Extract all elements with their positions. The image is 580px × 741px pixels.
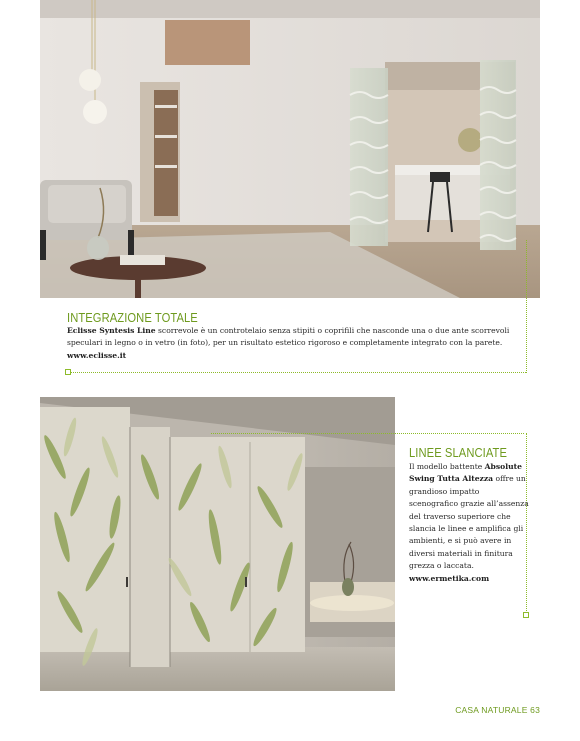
article1-text: scorrevole è un controtelaio senza stipiti o coprifili che nasconde una o due ante scorrevoli speculari in legno o in vetro (in foto), per un risultato estetico rigoroso e completamente integrato con la parete. bbox=[67, 326, 510, 348]
frame-corner-square bbox=[523, 612, 529, 618]
website-link[interactable]: www.eclisse.it bbox=[67, 350, 127, 360]
frame-line bbox=[70, 372, 526, 373]
article2-body bbox=[409, 461, 529, 585]
article2-text-after: offre un grandioso impatto scenografico grazie all’assenza del traverso superiore che slancia le linee e amplifica gli ambienti, e si può avere in diversi materiali in finitura grezza o laccata. bbox=[409, 474, 529, 571]
photo-living-room-sliding-door bbox=[40, 0, 540, 298]
section-title-linee-slanciate: LINEE SLANCIATE bbox=[409, 445, 508, 460]
frame-line bbox=[211, 433, 524, 434]
brand-name: Eclisse Syntesis Line bbox=[67, 326, 156, 335]
product-name: Absolute Swing Tutta Altezza bbox=[409, 462, 522, 484]
magazine-name: CASA NATURALE bbox=[455, 705, 528, 715]
page-number: 63 bbox=[530, 705, 540, 715]
photo-leaf-pattern-doors bbox=[40, 397, 395, 691]
website-link[interactable]: www.ermetika.com bbox=[409, 573, 490, 583]
page-footer bbox=[455, 705, 540, 715]
article2-text-before: Il modello battente bbox=[409, 462, 485, 471]
section-title-integrazione: INTEGRAZIONE TOTALE bbox=[67, 310, 198, 325]
frame-corner-square bbox=[65, 369, 71, 375]
article1-body bbox=[67, 325, 537, 362]
